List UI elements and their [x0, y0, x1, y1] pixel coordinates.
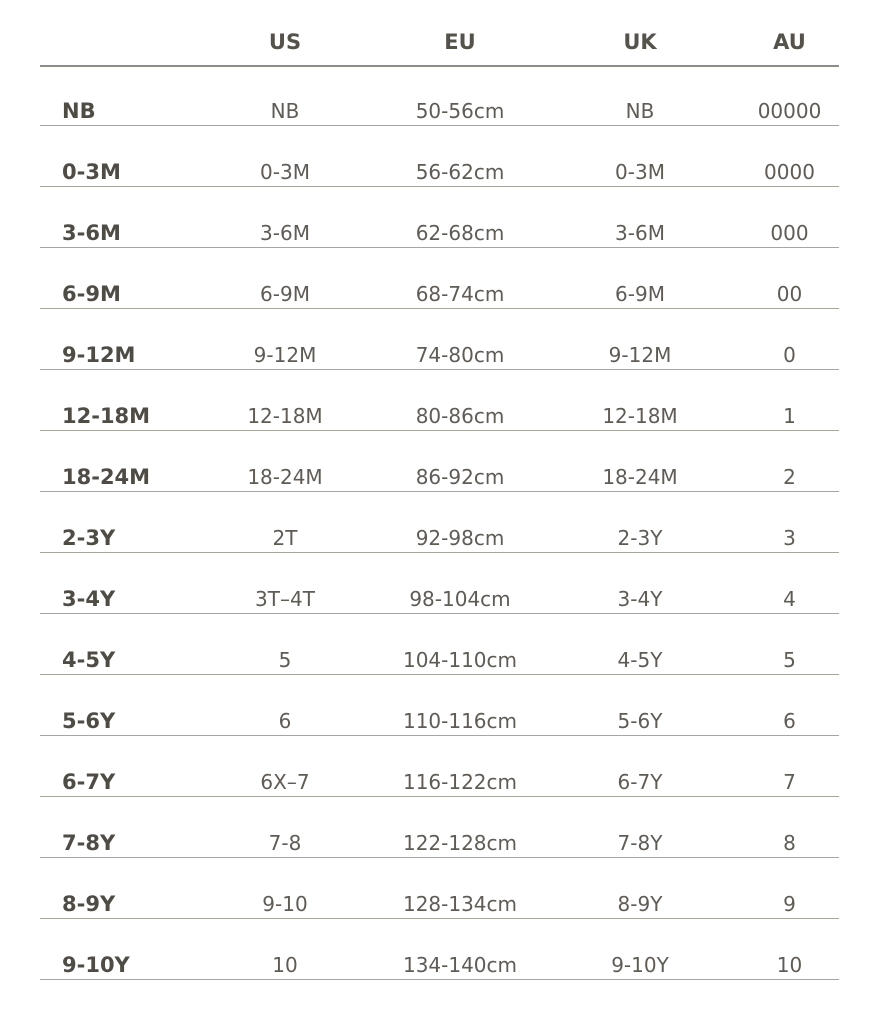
- table-row: [40, 187, 839, 248]
- eu-size-cell: [380, 797, 540, 858]
- au-size-cell: [740, 187, 839, 248]
- eu-size: 68-74cm: [415, 282, 505, 306]
- size-label-cell: [40, 675, 190, 736]
- uk-size: 6-7Y: [617, 770, 663, 794]
- column-header-au: AU: [740, 20, 839, 66]
- table-row: [40, 431, 839, 492]
- size-label: 5-6Y: [62, 709, 116, 733]
- eu-size: 62-68cm: [415, 221, 505, 245]
- eu-size: 128-134cm: [402, 892, 518, 916]
- au-size: 6: [783, 709, 796, 733]
- us-size-cell: [190, 492, 380, 553]
- au-size-cell: [740, 858, 839, 919]
- us-size-cell: [190, 919, 380, 980]
- au-size-cell: [740, 126, 839, 187]
- eu-size: 110-116cm: [402, 709, 518, 733]
- eu-size-cell: [380, 614, 540, 675]
- au-size: 0000: [764, 160, 815, 184]
- au-size-cell: [740, 553, 839, 614]
- eu-size-cell: [380, 309, 540, 370]
- au-size: 3: [783, 526, 796, 550]
- au-size-cell: [740, 797, 839, 858]
- eu-size-cell: [380, 187, 540, 248]
- size-label: 6-7Y: [62, 770, 116, 794]
- size-label-cell: [40, 614, 190, 675]
- us-size-cell: [190, 126, 380, 187]
- uk-size-cell: [540, 126, 740, 187]
- uk-size-cell: [540, 431, 740, 492]
- size-label-cell: [40, 431, 190, 492]
- us-size: 5: [278, 648, 292, 672]
- us-size-cell: [190, 675, 380, 736]
- uk-size: 5-6Y: [617, 709, 663, 733]
- size-label: 18-24M: [62, 465, 151, 489]
- eu-size: 92-98cm: [415, 526, 505, 550]
- us-size: 9-12M: [253, 343, 317, 367]
- uk-size: 3-4Y: [617, 587, 663, 611]
- uk-size-cell: [540, 370, 740, 431]
- eu-size-cell: [380, 858, 540, 919]
- us-size: 0-3M: [260, 160, 310, 184]
- au-size-cell: [740, 614, 839, 675]
- uk-size-cell: [540, 614, 740, 675]
- uk-size-cell: [540, 66, 740, 126]
- uk-size: NB: [625, 99, 655, 123]
- size-label: 0-3M: [62, 160, 121, 184]
- table-row: [40, 858, 839, 919]
- au-size: 0: [783, 343, 796, 367]
- uk-size: 6-9M: [615, 282, 665, 306]
- uk-size: 7-8Y: [617, 831, 663, 855]
- au-size-cell: [740, 66, 839, 126]
- us-size: 6: [278, 709, 292, 733]
- header-row: [40, 20, 839, 66]
- uk-size-cell: [540, 248, 740, 309]
- au-size: 00: [776, 282, 803, 306]
- table-header: [40, 20, 839, 66]
- eu-size: 86-92cm: [415, 465, 505, 489]
- eu-size: 98-104cm: [409, 587, 511, 611]
- us-size: 7-8: [268, 831, 302, 855]
- au-size: 8: [783, 831, 796, 855]
- au-size: 10: [776, 953, 803, 977]
- table-row: [40, 248, 839, 309]
- eu-size-cell: [380, 431, 540, 492]
- au-size: 2: [783, 465, 796, 489]
- size-label-cell: [40, 248, 190, 309]
- us-size: 6-9M: [260, 282, 310, 306]
- uk-size-cell: [540, 187, 740, 248]
- size-label-cell: [40, 66, 190, 126]
- column-header-eu: EU: [380, 20, 540, 66]
- eu-size: 56-62cm: [415, 160, 505, 184]
- uk-size: 18-24M: [602, 465, 678, 489]
- au-size: 4: [783, 587, 796, 611]
- eu-size: 80-86cm: [415, 404, 505, 428]
- eu-size: 134-140cm: [402, 953, 518, 977]
- us-size-cell: [190, 370, 380, 431]
- size-label: 12-18M: [62, 404, 151, 428]
- eu-size-cell: [380, 919, 540, 980]
- table-row: [40, 66, 839, 126]
- size-label: 9-12M: [62, 343, 136, 367]
- size-label: 8-9Y: [62, 892, 116, 916]
- uk-size: 12-18M: [602, 404, 678, 428]
- au-size-cell: [740, 675, 839, 736]
- table-row: [40, 492, 839, 553]
- size-label-cell: [40, 309, 190, 370]
- uk-size-cell: [540, 309, 740, 370]
- us-size: NB: [270, 99, 300, 123]
- column-header-size: [40, 20, 190, 66]
- us-size: 2T: [272, 526, 298, 550]
- table-row: [40, 675, 839, 736]
- table-row: [40, 553, 839, 614]
- eu-size-cell: [380, 248, 540, 309]
- us-size-cell: [190, 553, 380, 614]
- size-label: 7-8Y: [62, 831, 116, 855]
- eu-size: 122-128cm: [402, 831, 518, 855]
- us-size: 3-6M: [260, 221, 310, 245]
- uk-size-cell: [540, 797, 740, 858]
- size-label: 4-5Y: [62, 648, 116, 672]
- au-size: 000: [770, 221, 809, 245]
- table-row: [40, 736, 839, 797]
- uk-size-cell: [540, 675, 740, 736]
- uk-size: 4-5Y: [617, 648, 663, 672]
- us-size-cell: [190, 431, 380, 492]
- us-size-cell: [190, 614, 380, 675]
- us-size: 10: [272, 953, 298, 977]
- size-label-cell: [40, 736, 190, 797]
- column-header-uk: UK: [540, 20, 740, 66]
- size-conversion-table: [40, 20, 839, 980]
- column-header-us: US: [190, 20, 380, 66]
- us-size: 12-18M: [247, 404, 323, 428]
- size-label-cell: [40, 126, 190, 187]
- size-label: 6-9M: [62, 282, 121, 306]
- eu-size: 104-110cm: [402, 648, 518, 672]
- size-label-cell: [40, 553, 190, 614]
- table-row: [40, 919, 839, 980]
- eu-size: 116-122cm: [402, 770, 518, 794]
- au-size: 1: [783, 404, 796, 428]
- au-size-cell: [740, 248, 839, 309]
- eu-size: 74-80cm: [415, 343, 505, 367]
- eu-size-cell: [380, 126, 540, 187]
- uk-size: 2-3Y: [617, 526, 663, 550]
- table-row: [40, 370, 839, 431]
- us-size: 3T–4T: [255, 587, 315, 611]
- table-row: [40, 614, 839, 675]
- uk-size-cell: [540, 553, 740, 614]
- size-label-cell: [40, 858, 190, 919]
- uk-size-cell: [540, 492, 740, 553]
- table-row: [40, 126, 839, 187]
- table-row: [40, 797, 839, 858]
- au-size-cell: [740, 919, 839, 980]
- uk-size-cell: [540, 736, 740, 797]
- uk-size: 3-6M: [615, 221, 665, 245]
- us-size-cell: [190, 187, 380, 248]
- au-size-cell: [740, 370, 839, 431]
- uk-size-cell: [540, 919, 740, 980]
- uk-size: 8-9Y: [617, 892, 663, 916]
- us-size-cell: [190, 66, 380, 126]
- size-label-cell: [40, 919, 190, 980]
- us-size-cell: [190, 736, 380, 797]
- us-size-cell: [190, 858, 380, 919]
- eu-size-cell: [380, 736, 540, 797]
- eu-size-cell: [380, 66, 540, 126]
- eu-size: 50-56cm: [415, 99, 505, 123]
- uk-size: 0-3M: [615, 160, 665, 184]
- au-size-cell: [740, 736, 839, 797]
- au-size-cell: [740, 492, 839, 553]
- eu-size-cell: [380, 492, 540, 553]
- au-size: 9: [783, 892, 796, 916]
- size-label: 9-10Y: [62, 953, 130, 977]
- au-size-cell: [740, 431, 839, 492]
- us-size-cell: [190, 248, 380, 309]
- size-label-cell: [40, 492, 190, 553]
- size-label-cell: [40, 797, 190, 858]
- size-label: NB: [62, 99, 96, 123]
- us-size: 18-24M: [247, 465, 323, 489]
- size-label: 2-3Y: [62, 526, 116, 550]
- us-size-cell: [190, 309, 380, 370]
- eu-size-cell: [380, 675, 540, 736]
- au-size: 5: [783, 648, 796, 672]
- us-size: 6X–7: [260, 770, 310, 794]
- uk-size-cell: [540, 858, 740, 919]
- au-size: 7: [783, 770, 796, 794]
- au-size-cell: [740, 309, 839, 370]
- us-size-cell: [190, 797, 380, 858]
- eu-size-cell: [380, 553, 540, 614]
- eu-size-cell: [380, 370, 540, 431]
- table-row: [40, 309, 839, 370]
- us-size: 9-10: [262, 892, 308, 916]
- size-label-cell: [40, 187, 190, 248]
- au-size: 00000: [757, 99, 822, 123]
- uk-size: 9-12M: [608, 343, 672, 367]
- table-body: [40, 66, 839, 980]
- uk-size: 9-10Y: [611, 953, 669, 977]
- size-label: 3-6M: [62, 221, 121, 245]
- size-label: 3-4Y: [62, 587, 116, 611]
- size-label-cell: [40, 370, 190, 431]
